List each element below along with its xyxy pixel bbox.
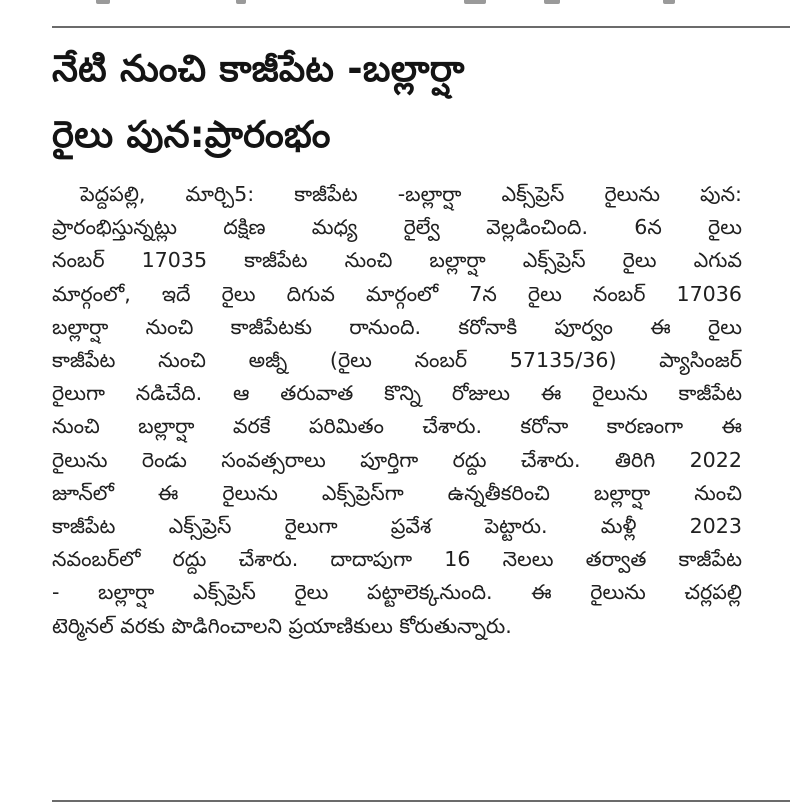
body-line: - బల్లార్షా ఎక్స్‌ప్రెస్ రైలు పట్టాలెక్కనుంది. ఈ రైలును చర్లపల్లి [52, 580, 742, 605]
cropped-glyph [96, 0, 110, 4]
cropped-glyph [663, 0, 675, 4]
body-line: పెద్దపల్లి, మార్చి5: కాజీపేట -బల్లార్షా ఎక్స్‌ప్రెస్ రైలును పున: [80, 182, 742, 206]
body-line: కాజీపేట ఎక్స్‌ప్రెస్ రైలుగా ప్రవేశ పెట్టారు. మళ్లీ 2023 [52, 514, 742, 539]
bottom-divider-rule [52, 800, 790, 802]
body-line: కాజీపేట నుంచి అజ్నీ (రైలు నంబర్ 57135/36) ప్యాసింజర్ [52, 348, 742, 373]
body-line: నంబర్ 17035 కాజీపేట నుంచి బల్లార్షా ఎక్స్‌ప్రెస్ రైలు ఎగువ [52, 248, 742, 273]
headline-line-2: రైలు పున:ప్రారంభం [52, 113, 331, 156]
body-line: నుంచి బల్లార్షా వరకే పరిమితం చేశారు. కరోనా కారణంగా ఈ [52, 414, 742, 439]
headline-line-1: నేటి నుంచి కాజీపేట -బల్లార్షా [52, 47, 465, 90]
article-headline [52, 36, 742, 168]
body-line: ప్రారంభిస్తున్నట్లు దక్షిణ మధ్య రైల్వే వెల్లడించింది. 6న రైలు [52, 215, 742, 240]
cropped-glyph [464, 0, 486, 4]
body-line: నవంబర్‌లో రద్దు చేశారు. దాదాపుగా 16 నెలలు తర్వాత కాజీపేట [52, 547, 742, 572]
body-line: మార్గంలో, ఇదే రైలు దిగువ మార్గంలో 7న రైలు నంబర్ 17036 [52, 281, 742, 306]
body-line: బల్లార్షా నుంచి కాజీపేటకు రానుంది. కరోనాకి పూర్వం ఈ రైలు [52, 314, 742, 339]
article-body [52, 178, 742, 643]
body-line: టెర్మినల్ వరకు పొడిగించాలని ప్రయాణికులు కోరుతున్నారు. [52, 613, 512, 638]
cropped-glyph [236, 0, 246, 4]
body-line: జూన్‌లో ఈ రైలును ఎక్స్‌ప్రెస్‌గా ఉన్నతీకరించి బల్లార్షా నుంచి [52, 480, 742, 505]
news-article [52, 36, 742, 643]
body-line: రైలుగా నడిచేది. ఆ తరువాత కొన్ని రోజులు ఈ రైలును కాజీపేట [52, 381, 742, 406]
top-divider-rule [52, 26, 790, 28]
cropped-glyph [544, 0, 560, 4]
body-line: రైలును రెండు సంవత్సరాలు పూర్తిగా రద్దు చేశారు. తిరిగి 2022 [52, 447, 742, 472]
cropped-previous-article-text [0, 0, 800, 6]
